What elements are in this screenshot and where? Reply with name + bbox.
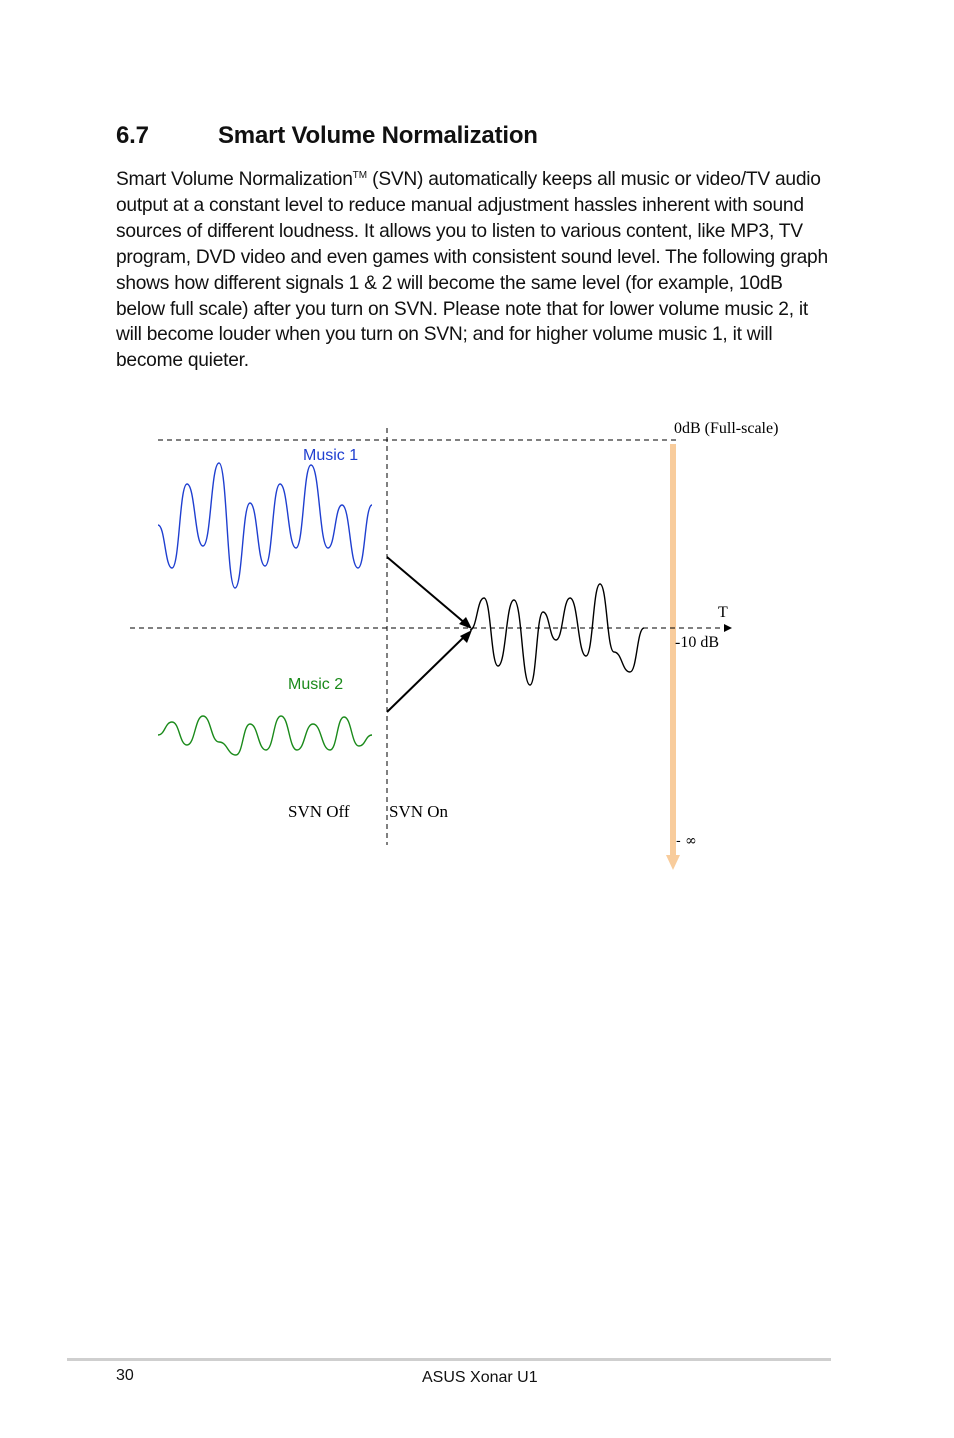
music2-label: Music 2 xyxy=(288,676,344,693)
document-title: ASUS Xonar U1 xyxy=(422,1369,538,1386)
music1-waveform xyxy=(158,463,372,588)
svn-off-label: SVN Off xyxy=(288,802,350,821)
section-number: 6.7 xyxy=(116,122,149,149)
music1-label: Music 1 xyxy=(303,447,359,464)
arrow-music1-line xyxy=(387,557,466,624)
page-number: 30 xyxy=(116,1367,134,1384)
normalized-waveform xyxy=(470,584,644,685)
time-axis-arrowhead xyxy=(724,624,732,632)
footer-rule xyxy=(67,1358,831,1361)
music2-waveform xyxy=(158,716,372,755)
arrow-music2-line xyxy=(387,635,466,712)
time-axis-label: T xyxy=(718,604,728,621)
arrow-music2-head xyxy=(460,630,472,643)
minus-10db-label: -10 dB xyxy=(675,634,719,651)
paragraph-lead: Smart Volume Normalization xyxy=(116,169,353,190)
section-title: Smart Volume Normalization xyxy=(218,122,538,149)
paragraph-text: (SVN) automatically keeps all music or video/TV audio output at a constant level to reduce manual adjustment hassles inherent with sound sources of different loudness. It allows you to listen to various content, like MP3, TV program, DVD video and even games with consistent sound level. The following graph shows how different signals 1 & 2 will become the same level (for example, 10dB below full scale) after you turn on SVN. Please note that for lower volume music 2, it will become louder when you turn on SVN; and for higher volume music 1, it will become quieter. xyxy=(116,169,828,372)
full-scale-label: 0dB (Full-scale) xyxy=(674,420,779,437)
level-scale-arrowhead xyxy=(666,855,680,870)
infinity-label: - ∞ xyxy=(676,833,697,849)
trademark-mark: TM xyxy=(352,170,368,181)
svn-on-label: SVN On xyxy=(389,802,449,821)
